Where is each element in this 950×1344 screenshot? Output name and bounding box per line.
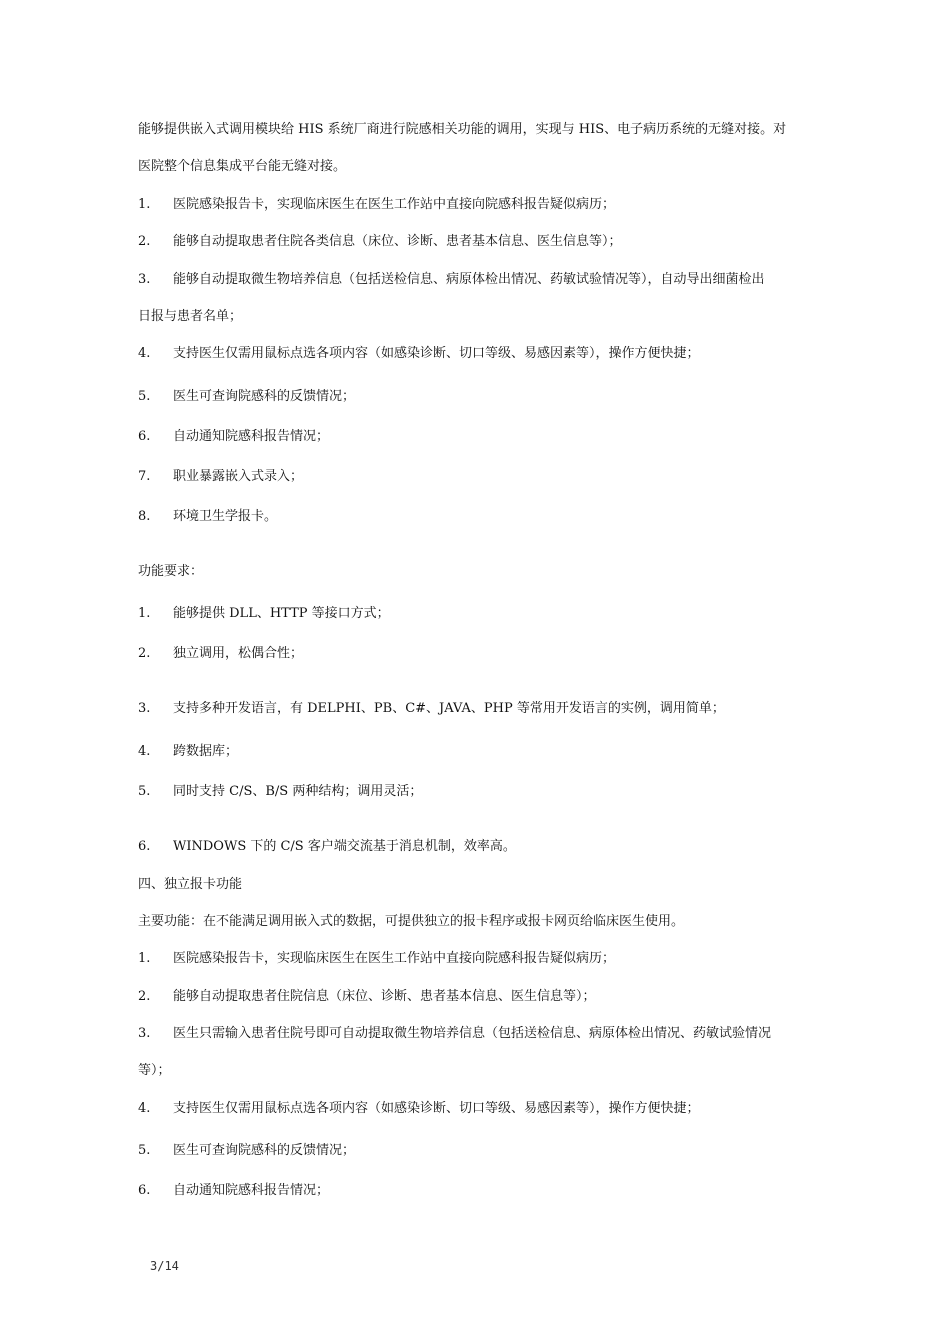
list-item-number: 2. [138,646,151,661]
requirements-heading: 功能要求： [138,564,204,579]
list-item: 支持多种开发语言，有 DELPHI、PB、C#、JAVA、PHP 等常用开发语言的实例，调用简单； [173,701,725,716]
main-function-text: 主要功能：在不能满足调用嵌入式的数据，可提供独立的报卡程序或报卡网页给临床医生使用。 [138,914,685,929]
intro-line-2: 医院整个信息集成平台能无缝对接。 [138,159,347,174]
list-item-number: 5. [138,784,151,799]
list-item: 自动通知院感科报告情况； [173,1183,330,1198]
list-item: 能够提供 DLL、HTTP 等接口方式； [173,606,390,621]
list-item-number: 6. [138,839,151,854]
list-item-number: 4. [138,744,151,759]
list-item-number: 3. [138,272,151,287]
list-item-number: 3. [138,701,151,716]
list-item-number: 6. [138,1183,151,1198]
list-item: 支持医生仅需用鼠标点选各项内容（如感染诊断、切口等级、易感因素等），操作方便快捷； [173,346,700,361]
list-item: 医生可查询院感科的反馈情况； [173,1143,356,1158]
list-item-continuation: 日报与患者名单； [138,309,243,324]
list-item: 医院感染报告卡，实现临床医生在医生工作站中直接向院感科报告疑似病历； [173,197,616,212]
list-item: 支持医生仅需用鼠标点选各项内容（如感染诊断、切口等级、易感因素等），操作方便快捷； [173,1101,700,1116]
list-item-number: 8. [138,509,151,524]
section-heading: 四、独立报卡功能 [138,877,243,892]
list-item-number: 5. [138,389,151,404]
list-item: 自动通知院感科报告情况； [173,429,330,444]
list-item-number: 5. [138,1143,151,1158]
list-item: 能够自动提取患者住院各类信息（床位、诊断、患者基本信息、医生信息等）； [173,234,622,249]
list-item-number: 1. [138,951,151,966]
list-item: 医院感染报告卡，实现临床医生在医生工作站中直接向院感科报告疑似病历； [173,951,616,966]
list-item: 能够自动提取微生物培养信息（包括送检信息、病原体检出情况、药敏试验情况等），自动导出细菌检出 [173,272,765,287]
list-item: 医生只需输入患者住院号即可自动提取微生物培养信息（包括送检信息、病原体检出情况、药敏试验情况 [173,1026,772,1041]
list-item: 能够自动提取患者住院信息（床位、诊断、患者基本信息、医生信息等）； [173,989,596,1004]
list-item-number: 4. [138,1101,151,1116]
list-item: 医生可查询院感科的反馈情况； [173,389,356,404]
list-item: 独立调用，松偶合性； [173,646,304,661]
list-item: 同时支持 C/S、B/S 两种结构；调用灵活； [173,784,423,799]
intro-line-1: 能够提供嵌入式调用模块给 HIS 系统厂商进行院感相关功能的调用，实现与 HIS、电子病历系统的无缝对接。对 [138,122,787,137]
list-item-number: 2. [138,234,151,249]
list-item: 职业暴露嵌入式录入； [173,469,304,484]
list-item-number: 3. [138,1026,151,1041]
list-item-number: 2. [138,989,151,1004]
list-item-number: 6. [138,429,151,444]
list-item-number: 4. [138,346,151,361]
list-item-number: 1. [138,197,151,212]
list-item: 环境卫生学报卡。 [173,509,278,524]
list-item-number: 1. [138,606,151,621]
list-item: WINDOWS 下的 C/S 客户端交流基于消息机制，效率高。 [173,839,516,854]
list-item-number: 7. [138,469,151,484]
page-number: 3/14 [150,1259,179,1273]
list-item-continuation: 等）； [138,1063,171,1078]
list-item: 跨数据库； [173,744,239,759]
